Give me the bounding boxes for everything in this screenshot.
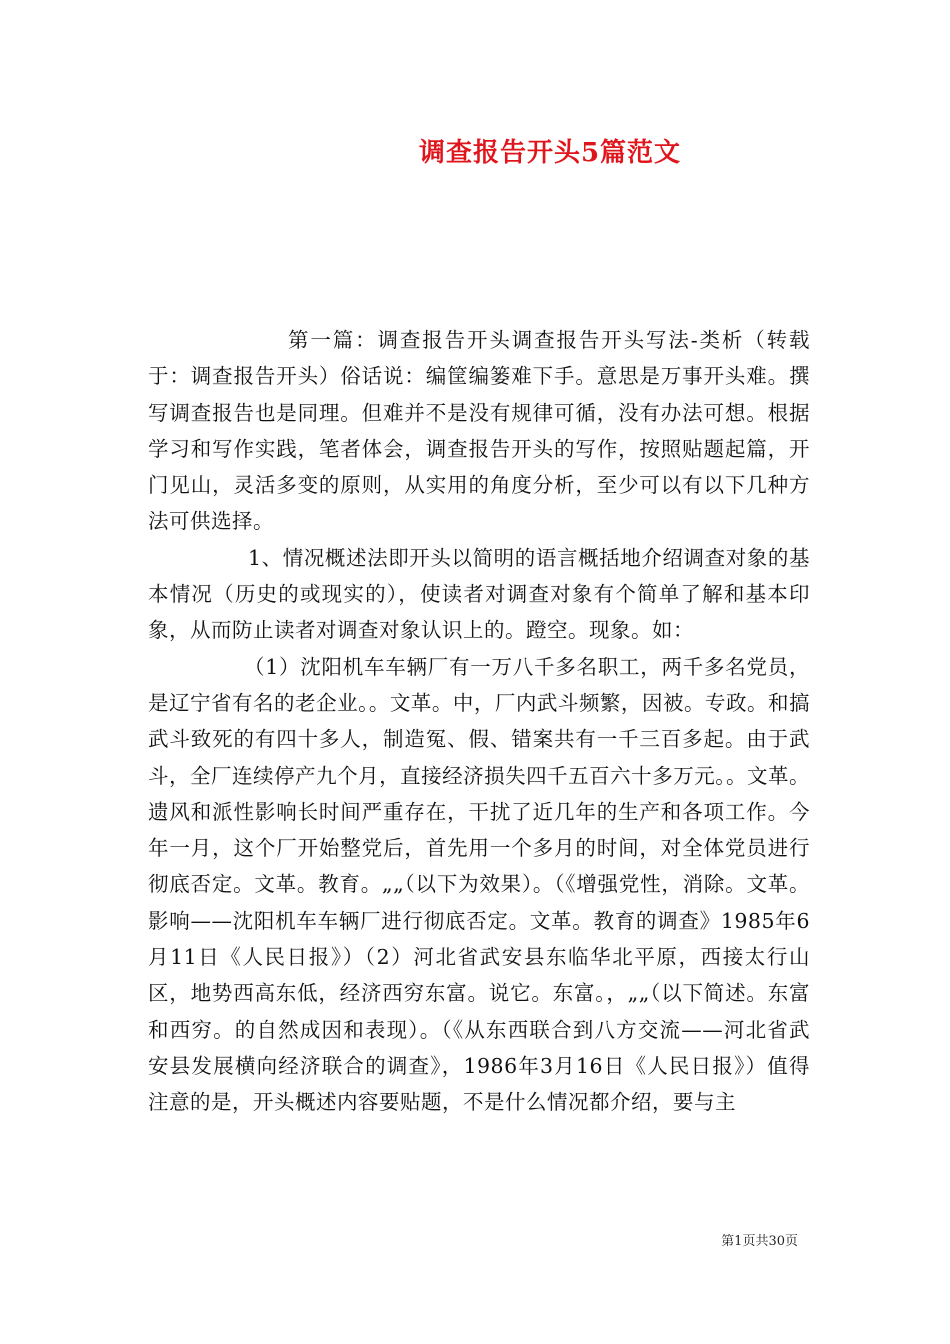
paragraph-intro: 第一篇：调查报告开头调查报告开头写法-类析（转载于：调查报告开头）俗话说：编筐编篓难下手。意思是万事开头难。撰写调查报告也是同理。但难并不是没有规律可循，没有办法可想。根据学习和写作实践，笔者体会，调查报告开头的写作，按照贴题起篇，开门见山，灵活多变的原则，从实用的角度分析，至少可以有以下几种方法可供选择。 — [148, 328, 810, 534]
page-number-footer: 第1页共30页 — [721, 1234, 798, 1249]
document-title: 调查报告开头5篇范文 — [418, 138, 682, 168]
paragraph-method-1: 1、情况概述法即开头以简明的语言概括地介绍调查对象的基本情况（历史的或现实的），使读者对调查对象有个简单了解和基本印象，从而防止读者对调查对象认识上的。蹬空。现象。如： — [148, 545, 810, 643]
paragraph-example: （1）沈阳机车车辆厂有一万八千多名职工，两千多名党员，是辽宁省有名的老企业。。文革。中，厂内武斗频繁，因被。专政。和搞武斗致死的有四十多人，制造冤、假、错案共有一千三百多起。由于武斗，全厂连续停产九个月，直接经济损失四千五百六十多万元。。文革。遗风和派性影响长时间严重存在，干扰了近几年的生产和各项工作。今年一月，这个厂开始整党后，首先用一个多月的时间，对全体党员进行彻底否定。文革。教育。„„（以下为效果）。（《增强党性，消除。文革。影响——沈阳机车车辆厂进行彻底否定。文革。教育的调查》1985年6月11日《人民日报》）（2）河北省武安县东临华北平原，西接太行山区，地势西高东低，经济西穷东富。说它。东富。，„„（以下简述。东富和西穷。的自然成因和表现）。（《从东西联合到八方交流——河北省武安县发展横向经济联合的调查》，1986年3月16日《人民日报》）值得注意的是，开头概述内容要贴题，不是什么情况都介绍，要与主 — [148, 654, 810, 1115]
document-body — [148, 322, 810, 1121]
